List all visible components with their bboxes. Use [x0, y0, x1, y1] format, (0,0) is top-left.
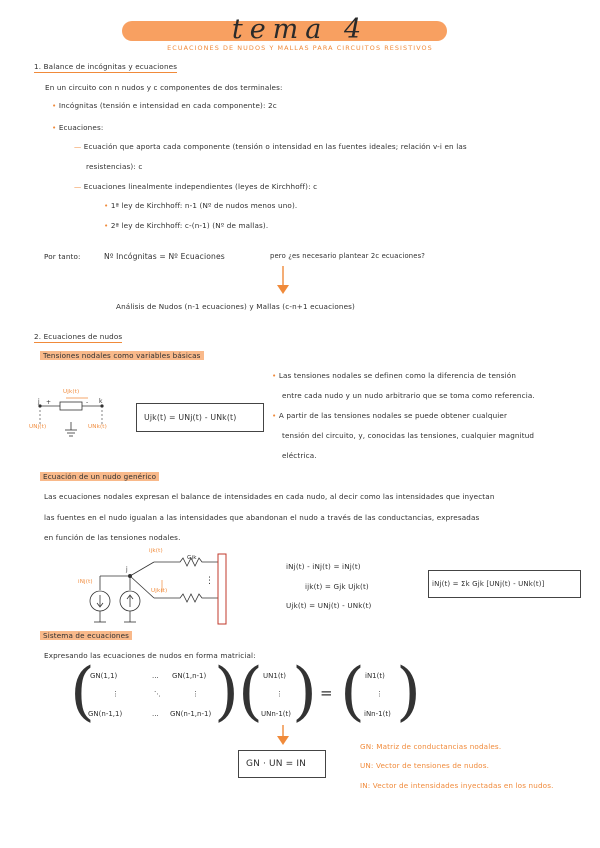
unj-label: UNj(t) [29, 424, 47, 430]
ujk-branch-label: Ujk(t) [151, 588, 168, 594]
down-arrow-icon-2 [276, 725, 290, 747]
s2-p3c: en función de las tensiones nodales. [44, 533, 181, 542]
minus-sign: - [86, 399, 89, 406]
legend-gn: GN: Matriz de conductancias nodales. [360, 742, 502, 751]
ijk-label: ijk(t) [149, 548, 163, 554]
g-left-paren: ( [70, 655, 95, 729]
unk-label: UNk(t) [88, 424, 107, 430]
i-r3: iNn-1(t) [364, 710, 391, 718]
g-r3c1: GN(n-1,1) [88, 710, 123, 718]
plus-sign: + [46, 399, 52, 406]
u-r1: UN1(t) [263, 672, 287, 680]
s2-p1b: entre cada nudo y un nudo arbitrario que se toma como referencia. [282, 391, 535, 400]
s2-p3b: las fuentes en el nudo igualan a las intensidades que abandonan el nudo a través de las conductancias, expresadas [44, 513, 480, 522]
i-right-paren: ) [396, 655, 421, 729]
g-r2c2: ⋱ [154, 690, 161, 698]
eq-line-2: ijk(t) = Gjk Ujk(t) [305, 582, 369, 591]
s1-dash-1b: resistencias): c [86, 162, 143, 171]
s2-sub-nudo-generico: Ecuación de un nudo genérico [40, 472, 159, 481]
g-r2c1: ⋮ [112, 690, 119, 698]
g-r1c1: GN(1,1) [90, 672, 118, 680]
s1-dash-1: — Ecuación que aporta cada componente (tensión o intensidad en las fuentes ideales; relación v-i en las [74, 142, 467, 151]
s1-pero: pero ¿es necesario plantear 2c ecuaciones? [270, 252, 426, 260]
matrix-equation: GN · UN = IN [246, 759, 307, 769]
node-equation: iNj(t) = Σk Gjk [UNj(t) - UNk(t)] [432, 580, 545, 588]
s1-kirchhoff-1: • 1ª ley de Kirchhoff: n-1 (Nº de nudos menos uno). [104, 201, 298, 210]
legend-un: UN: Vector de tensiones de nudos. [360, 761, 490, 770]
s1-line1: En un circuito con n nudos y c componentes de dos terminales: [45, 83, 283, 92]
node-j-generic-label: j [126, 566, 128, 573]
s1-por-tanto: Por tanto: [44, 252, 81, 261]
s2-p2a: • A partir de las tensiones nodales se puede obtener cualquier [272, 411, 508, 420]
s1-equation: Nº Incógnitas = Nº Ecuaciones [104, 252, 225, 261]
u-r2: ⋮ [276, 690, 283, 698]
g-r3c3: GN(n-1,n-1) [170, 710, 212, 718]
s1-analisis: Análisis de Nudos (n-1 ecuaciones) y Mallas (c-n+1 ecuaciones) [116, 302, 355, 311]
s2-sub-sistema: Sistema de ecuaciones [40, 631, 132, 640]
s1-bullet-ecuaciones: • Ecuaciones: [52, 123, 104, 132]
s2-p1a: • Las tensiones nodales se definen como la diferencia de tensión [272, 371, 517, 380]
inj-source-label: iNj(t) [78, 579, 93, 585]
s1-dash-2: — Ecuaciones linealmente independientes (leyes de Kirchhoff): c [74, 182, 318, 191]
s2-p2b: tensión del circuito, y, conocidas las tensiones, cualquier magnitud [282, 431, 535, 440]
gjk-label: Gjk [187, 555, 197, 561]
branch-circuit-diagram [30, 388, 112, 442]
section-2-heading: 2. Ecuaciones de nudos [34, 332, 123, 341]
eq-line-3: Ujk(t) = UNj(t) - UNk(t) [286, 601, 372, 610]
i-left-paren: ( [340, 655, 365, 729]
ujk-label: Ujk(t) [63, 389, 80, 395]
eq-line-1: iNj(t) - iNj(t) = iNj(t) [286, 562, 361, 571]
page-title: tema 4 [231, 14, 369, 45]
legend-in: IN: Vector de intensidades inyectadas en los nudos. [360, 781, 554, 790]
s2-p3a: Las ecuaciones nodales expresan el balance de intensidades en cada nudo, al decir como las intensidades que inyectan [44, 492, 495, 501]
u-r3: UNn-1(t) [261, 710, 291, 718]
node-j-label: j [38, 398, 40, 405]
down-arrow-icon [276, 266, 290, 296]
equals-sign: = [320, 684, 333, 702]
nodal-tension-equation: Ujk(t) = UNj(t) - UNk(t) [144, 413, 237, 422]
generic-node-circuit-diagram [82, 546, 238, 626]
u-right-paren: ) [292, 655, 317, 729]
page-subtitle: ECUACIONES DE NUDOS Y MALLAS PARA CIRCUITOS RESISTIVOS [167, 44, 433, 52]
s1-kirchhoff-2: • 2ª ley de Kirchhoff: c-(n-1) (Nº de mallas). [104, 221, 269, 230]
g-r3c2: ... [152, 710, 159, 718]
i-r2: ⋮ [376, 690, 383, 698]
g-r2c3: ⋮ [192, 690, 199, 698]
s2-p2c: eléctrica. [282, 451, 317, 460]
node-k-label: k [99, 398, 103, 405]
g-right-paren: ) [214, 655, 239, 729]
section-1-heading: 1. Balance de incógnitas y ecuaciones [34, 62, 178, 71]
i-r1: iN1(t) [365, 672, 385, 680]
u-left-paren: ( [238, 655, 263, 729]
g-r1c3: GN(1,n-1) [172, 672, 207, 680]
svg-text:⋮: ⋮ [205, 576, 214, 586]
s2-sub-tensiones: Tensiones nodales como variables básicas [40, 351, 204, 360]
s2-p4: Expresando las ecuaciones de nudos en forma matricial: [44, 651, 256, 660]
g-r1c2: ... [152, 672, 159, 680]
s1-bullet-incognitas: • Incógnitas (tensión e intensidad en cada componente): 2c [52, 101, 277, 110]
